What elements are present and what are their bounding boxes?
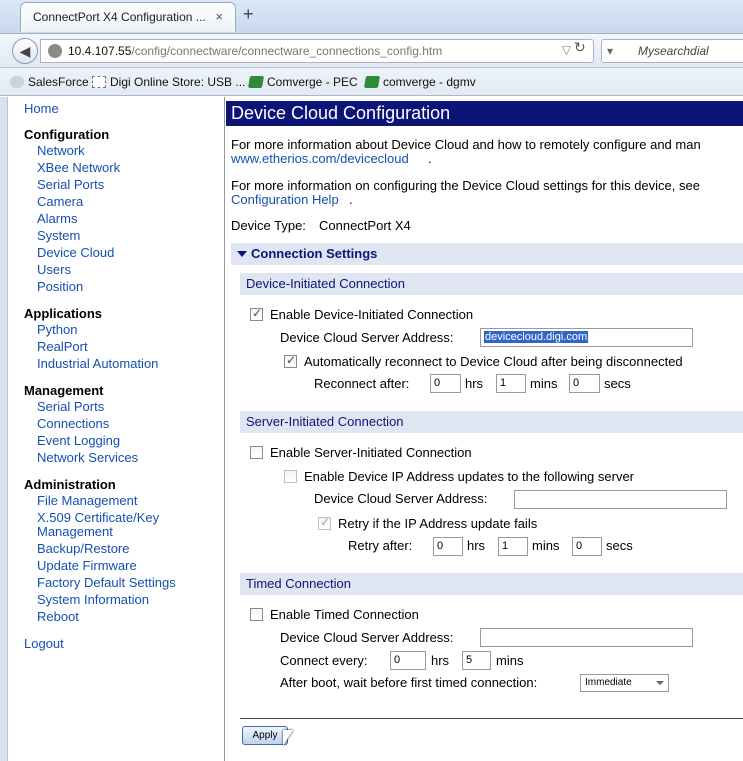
retry-after-label: Retry after: bbox=[348, 538, 413, 553]
url-path: /config/connectware/connectware_connections_config.htm bbox=[131, 44, 443, 58]
sidebar-item-system[interactable]: System bbox=[37, 228, 81, 243]
device-type-label: Device Type: bbox=[231, 218, 306, 233]
retry-if-fails-label: Retry if the IP Address update fails bbox=[338, 516, 538, 531]
timed-server-address-input[interactable] bbox=[480, 628, 693, 647]
sidebar-item-camera[interactable]: Camera bbox=[37, 194, 84, 209]
after-boot-select-value: Immediate bbox=[585, 677, 632, 688]
search-engine-icon[interactable]: ▾ bbox=[607, 44, 614, 58]
sidebar-item-python[interactable]: Python bbox=[37, 322, 78, 337]
collapse-triangle-icon[interactable] bbox=[237, 251, 247, 257]
timed-server-address-label: Device Cloud Server Address: bbox=[280, 630, 454, 645]
connect-every-label: Connect every: bbox=[280, 653, 368, 668]
info-text-1: For more information about Device Cloud and how to remotely configure and man bbox=[231, 137, 701, 152]
device-initiated-heading-text: Device-Initiated Connection bbox=[246, 276, 405, 291]
sidebar-item-file-management[interactable]: File Management bbox=[37, 493, 138, 508]
search-input[interactable]: Mysearchdial bbox=[638, 44, 709, 58]
sidebar-applications-heading: Applications bbox=[24, 306, 103, 321]
di-server-address-value: devicecloud.digi.com bbox=[485, 331, 588, 343]
sidebar-item-device-cloud[interactable]: Device Cloud bbox=[37, 245, 115, 260]
page-icon bbox=[92, 76, 106, 88]
new-tab-button[interactable]: + bbox=[243, 4, 254, 24]
reconnect-after-label: Reconnect after: bbox=[314, 376, 410, 391]
reconnect-hrs-unit: hrs bbox=[465, 376, 484, 391]
chevron-down-icon bbox=[656, 681, 664, 685]
bookmarks-bar bbox=[0, 68, 743, 96]
sidebar-item-xbee-network[interactable]: XBee Network bbox=[37, 160, 121, 175]
si-server-address-input[interactable] bbox=[514, 490, 727, 509]
ip-updates-checkbox[interactable] bbox=[284, 470, 297, 483]
sidebar-item-update-firmware[interactable]: Update Firmware bbox=[37, 558, 137, 573]
sidebar-item-position[interactable]: Position bbox=[37, 279, 84, 294]
period-1: . bbox=[428, 151, 432, 166]
connect-every-hrs-input[interactable]: 0 bbox=[390, 651, 426, 670]
server-initiated-heading-text: Server-Initiated Connection bbox=[246, 414, 404, 429]
reconnect-secs-unit: secs bbox=[604, 376, 631, 391]
after-boot-select[interactable] bbox=[580, 674, 669, 692]
retry-if-fails-checkbox[interactable] bbox=[318, 517, 331, 530]
sidebar-item-realport[interactable]: RealPort bbox=[37, 339, 88, 354]
globe-icon bbox=[48, 44, 62, 58]
retry-secs-unit: secs bbox=[606, 538, 633, 553]
sidebar-logout-link[interactable]: Logout bbox=[24, 636, 64, 651]
connect-every-hrs-unit: hrs bbox=[431, 653, 450, 668]
apply-button[interactable]: Apply bbox=[242, 726, 288, 745]
sidebar-item-backup-restore[interactable]: Backup/Restore bbox=[37, 541, 130, 556]
sidebar-home-link[interactable]: Home bbox=[24, 101, 59, 116]
browser-tab-bar bbox=[0, 0, 743, 34]
tab-close-icon[interactable]: × bbox=[215, 9, 223, 24]
browser-nav-bar bbox=[0, 34, 743, 68]
address-bar[interactable] bbox=[40, 39, 594, 63]
tab-title: ConnectPort X4 Configuration ... bbox=[33, 10, 206, 24]
sidebar-item-alarms[interactable]: Alarms bbox=[37, 211, 78, 226]
main-content bbox=[226, 97, 743, 761]
etherios-link[interactable]: www.etherios.com/devicecloud bbox=[231, 151, 409, 166]
auto-reconnect-checkbox[interactable] bbox=[284, 355, 297, 368]
sidebar-item-x509-management[interactable]: Management bbox=[37, 524, 113, 539]
sidebar-item-users[interactable]: Users bbox=[37, 262, 71, 277]
retry-hrs-input[interactable]: 0 bbox=[433, 537, 463, 556]
bookmark-comverge-pec[interactable]: Comverge - PEC bbox=[249, 75, 358, 89]
sidebar-item-x509-certificate[interactable]: X.509 Certificate/Key bbox=[37, 510, 160, 525]
timed-connection-heading-text: Timed Connection bbox=[246, 576, 352, 591]
sidebar-item-network[interactable]: Network bbox=[37, 143, 85, 158]
di-server-address-input[interactable] bbox=[480, 328, 693, 347]
ip-updates-label: Enable Device IP Address updates to the following server bbox=[304, 469, 635, 484]
page-title-bar bbox=[226, 101, 743, 126]
sidebar-item-network-services[interactable]: Network Services bbox=[37, 450, 139, 465]
sidebar-item-serial-ports[interactable]: Serial Ports bbox=[37, 177, 105, 192]
search-box[interactable] bbox=[601, 39, 743, 63]
retry-secs-input[interactable]: 0 bbox=[572, 537, 602, 556]
left-edge bbox=[0, 97, 8, 761]
digi-icon bbox=[248, 76, 264, 88]
sidebar-item-industrial-automation[interactable]: Industrial Automation bbox=[37, 356, 159, 371]
back-button[interactable] bbox=[12, 38, 38, 64]
di-server-address-label: Device Cloud Server Address: bbox=[280, 330, 454, 345]
enable-server-initiated-checkbox[interactable] bbox=[250, 446, 263, 459]
enable-device-initiated-checkbox[interactable] bbox=[250, 308, 263, 321]
retry-mins-unit: mins bbox=[532, 538, 560, 553]
after-boot-label: After boot, wait before first timed connection: bbox=[280, 675, 538, 690]
page-title: Device Cloud Configuration bbox=[231, 103, 451, 123]
enable-server-initiated-label: Enable Server-Initiated Connection bbox=[270, 445, 472, 460]
si-server-address-label: Device Cloud Server Address: bbox=[314, 491, 488, 506]
connection-settings-title: Connection Settings bbox=[251, 246, 378, 261]
device-initiated-heading bbox=[240, 273, 743, 295]
timed-connection-heading bbox=[240, 573, 743, 595]
retry-hrs-unit: hrs bbox=[467, 538, 486, 553]
mouse-cursor-icon bbox=[283, 730, 293, 746]
bookmark-comverge-dgmv[interactable]: comverge - dgmv bbox=[365, 75, 476, 89]
configuration-help-link[interactable]: Configuration Help bbox=[231, 192, 339, 207]
sidebar-item-system-information[interactable]: System Information bbox=[37, 592, 149, 607]
sidebar-management-heading: Management bbox=[24, 383, 104, 398]
reconnect-mins-unit: mins bbox=[530, 376, 558, 391]
retry-mins-input[interactable]: 1 bbox=[498, 537, 528, 556]
digi-icon bbox=[364, 76, 380, 88]
reload-icon[interactable]: ↻ bbox=[574, 39, 586, 55]
url-host: 10.4.107.55 bbox=[68, 44, 132, 58]
sidebar-nav bbox=[8, 97, 225, 761]
auto-reconnect-label: Automatically reconnect to Device Cloud after being disconnected bbox=[304, 354, 683, 369]
connect-every-mins-input[interactable]: 5 bbox=[462, 651, 491, 670]
sidebar-configuration-heading: Configuration bbox=[24, 127, 110, 142]
dropdown-arrow-icon[interactable]: ▽ bbox=[561, 43, 571, 57]
sidebar-item-event-logging[interactable]: Event Logging bbox=[37, 433, 121, 448]
sidebar-item-factory-defaults[interactable]: Factory Default Settings bbox=[37, 575, 176, 590]
period-2: . bbox=[349, 192, 353, 207]
browser-tab[interactable] bbox=[20, 2, 236, 32]
reconnect-secs-input[interactable]: 0 bbox=[569, 374, 600, 393]
device-type-value: ConnectPort X4 bbox=[319, 218, 411, 233]
enable-device-initiated-label: Enable Device-Initiated Connection bbox=[270, 307, 474, 322]
sidebar-administration-heading: Administration bbox=[24, 477, 116, 492]
connect-every-mins-unit: mins bbox=[496, 653, 524, 668]
connection-settings-header[interactable] bbox=[231, 243, 743, 265]
info-text-2: For more information on configuring the Device Cloud settings for this device, see bbox=[231, 178, 700, 193]
sidebar-item-mgmt-serial-ports[interactable]: Serial Ports bbox=[37, 399, 105, 414]
sidebar-item-connections[interactable]: Connections bbox=[37, 416, 110, 431]
bookmark-digi-store[interactable]: Digi Online Store: USB ... bbox=[92, 75, 245, 89]
page-viewport bbox=[0, 97, 743, 761]
cloud-icon bbox=[10, 76, 24, 88]
enable-timed-checkbox[interactable] bbox=[250, 608, 263, 621]
server-initiated-heading bbox=[240, 411, 743, 433]
sidebar-item-reboot[interactable]: Reboot bbox=[37, 609, 79, 624]
back-arrow-icon: ◀ bbox=[19, 43, 31, 59]
reconnect-hrs-input[interactable]: 0 bbox=[430, 374, 461, 393]
url-text[interactable] bbox=[68, 44, 442, 58]
bookmark-salesforce[interactable]: SalesForce bbox=[10, 75, 89, 89]
enable-timed-label: Enable Timed Connection bbox=[270, 607, 419, 622]
reconnect-mins-input[interactable]: 1 bbox=[496, 374, 526, 393]
divider bbox=[240, 718, 743, 719]
